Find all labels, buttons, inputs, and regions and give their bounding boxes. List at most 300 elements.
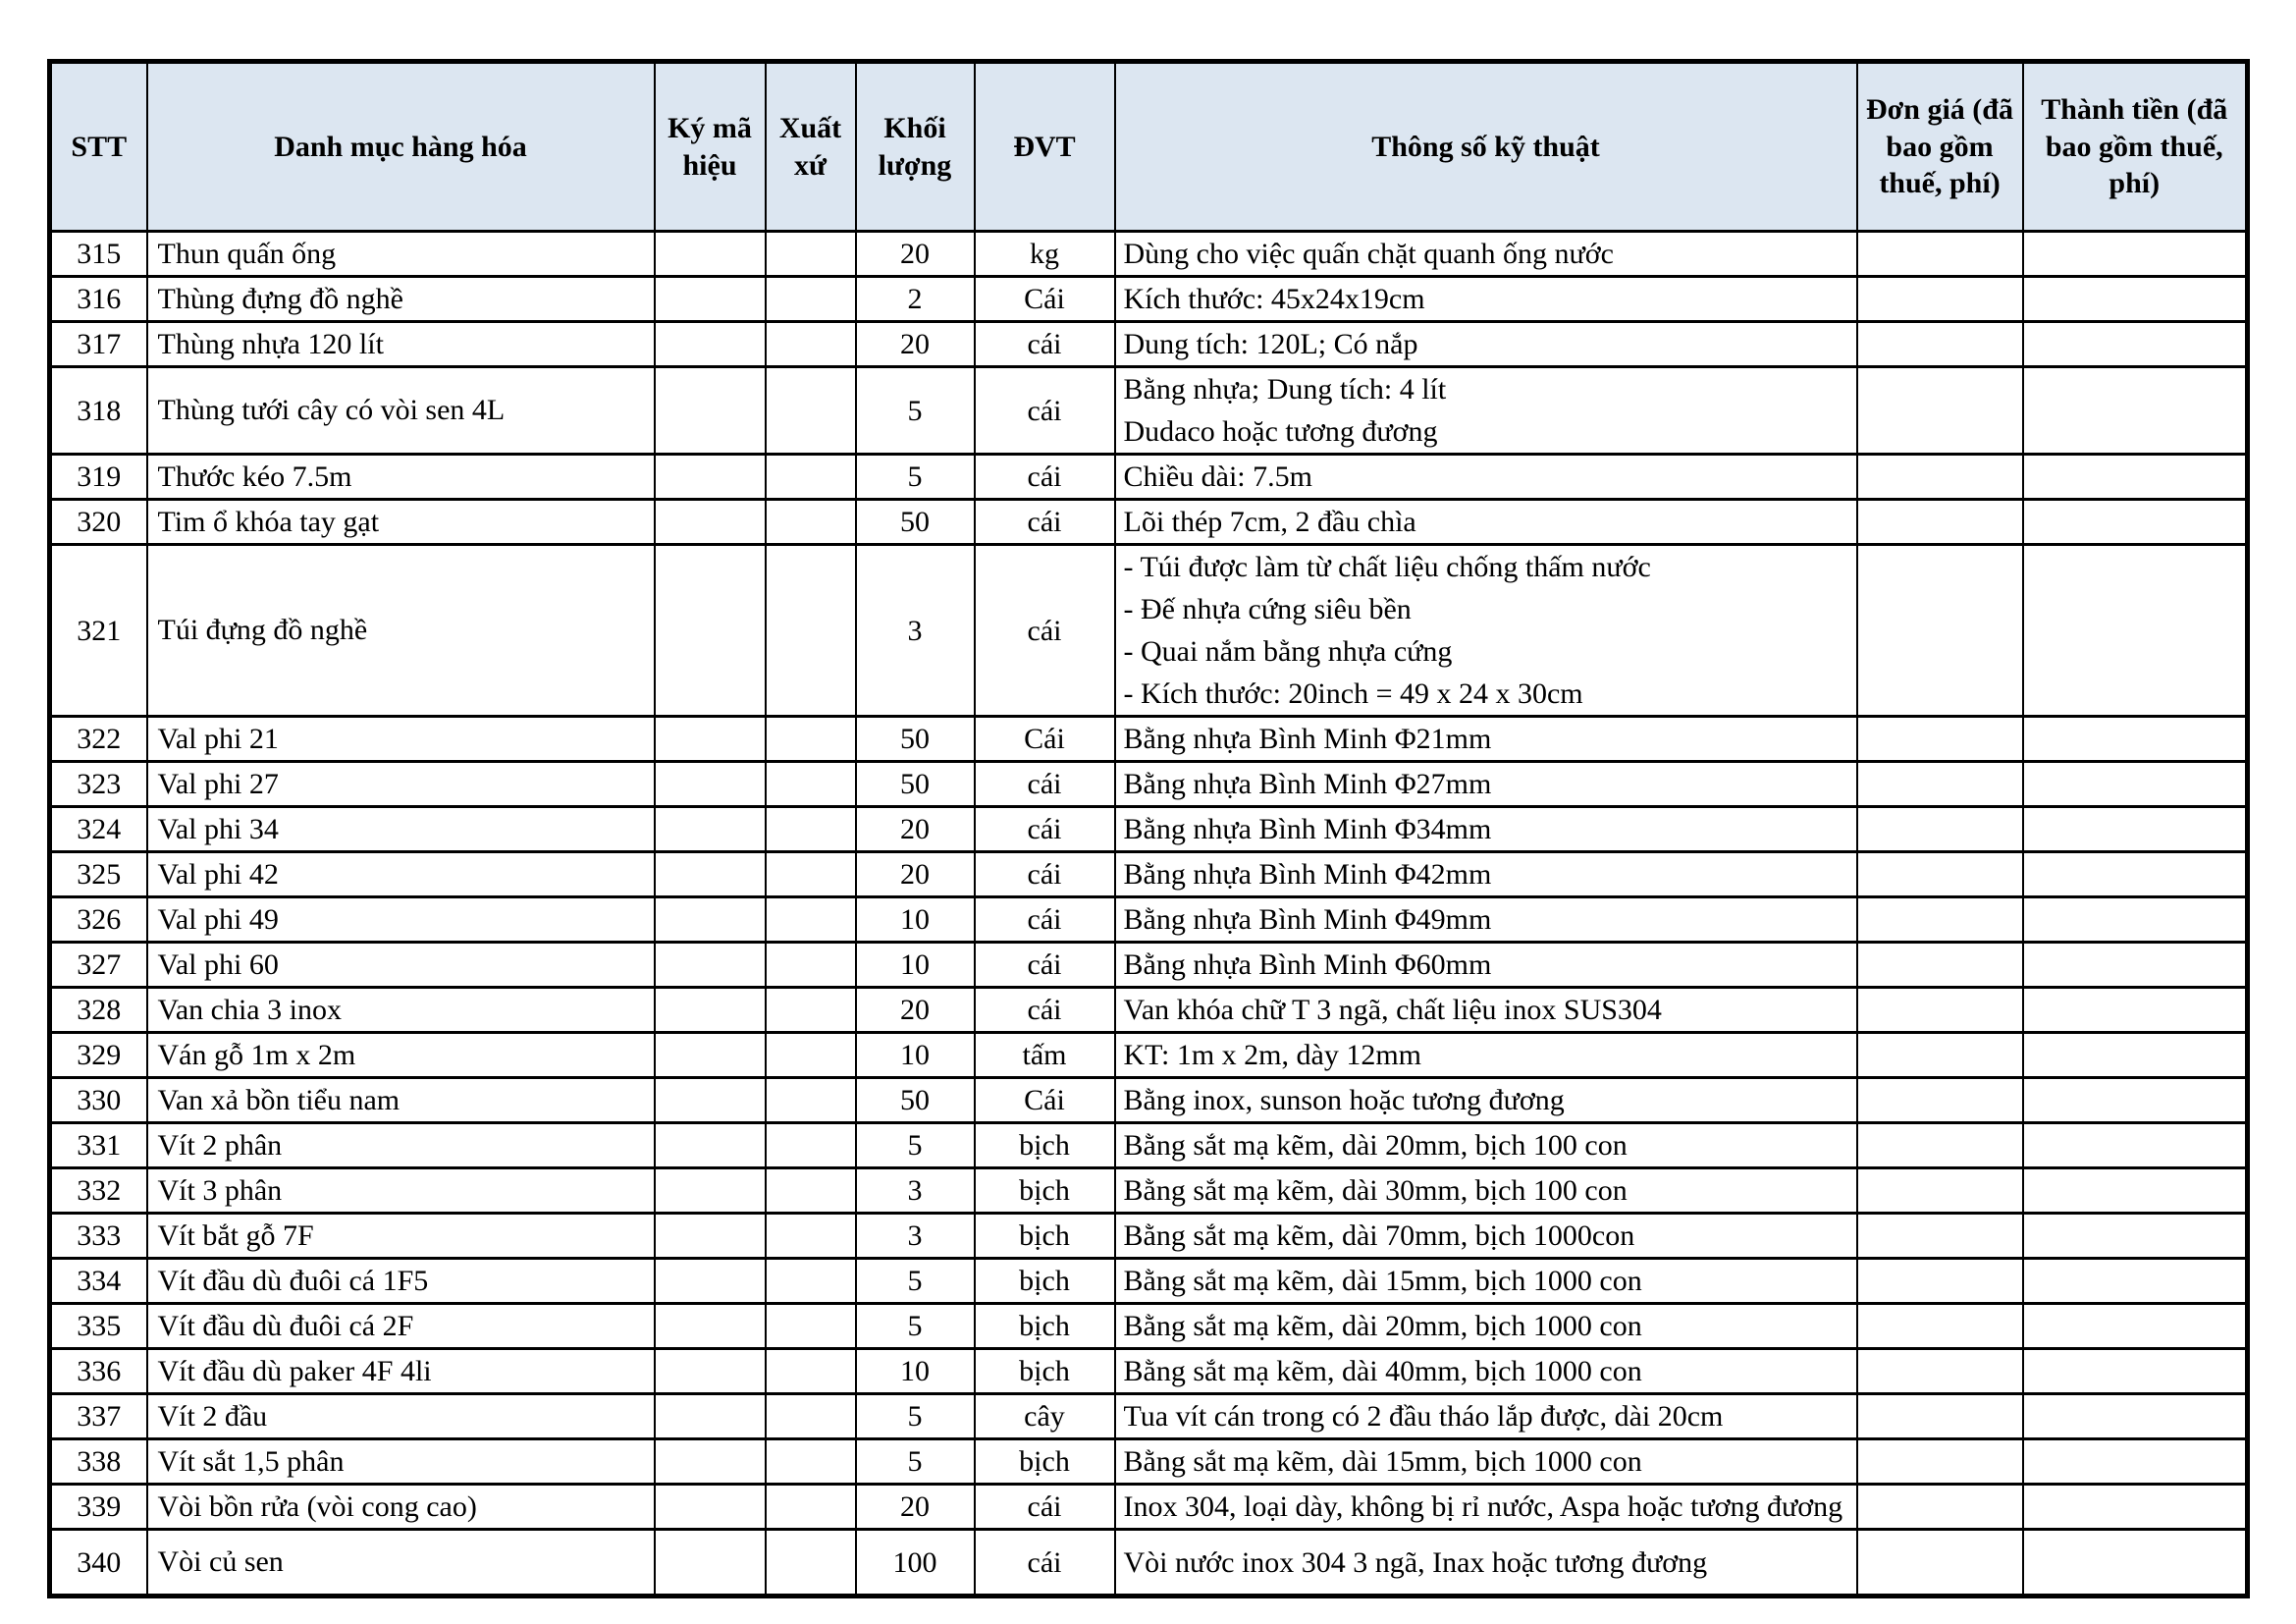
cell-unit: cái (975, 545, 1115, 717)
col-header-quantity: Khối lượng (856, 62, 975, 232)
cell-unit: Cái (975, 277, 1115, 322)
cell-origin (766, 988, 856, 1033)
table-body (50, 232, 2248, 1597)
cell-item-name: Vít bắt gỗ 7F (147, 1214, 655, 1259)
cell-stt: 317 (50, 322, 147, 367)
cell-origin (766, 717, 856, 762)
cell-total (2023, 1485, 2248, 1530)
cell-unit: Cái (975, 717, 1115, 762)
cell-quantity: 20 (856, 1485, 975, 1530)
cell-total (2023, 943, 2248, 988)
cell-item-name: Val phi 34 (147, 807, 655, 852)
spec-line: - Túi được làm từ chất liệu chống thấm nước (1123, 551, 1651, 583)
cell-origin (766, 1078, 856, 1123)
spec-line: Bằng nhựa; Dung tích: 4 lít (1123, 373, 1447, 406)
spec-line: Lõi thép 7cm, 2 đầu chìa (1123, 506, 1416, 538)
cell-total (2023, 1168, 2248, 1214)
cell-unit-price (1857, 762, 2023, 807)
cell-unit: bịch (975, 1349, 1115, 1394)
cell-code (655, 1214, 766, 1259)
cell-spec (1115, 717, 1857, 762)
spec-line: Chiều dài: 7.5m (1123, 460, 1312, 493)
cell-unit: cây (975, 1394, 1115, 1439)
cell-unit: bịch (975, 1123, 1115, 1168)
cell-item-name: Val phi 42 (147, 852, 655, 897)
table-row (50, 545, 2248, 717)
cell-quantity: 20 (856, 322, 975, 367)
cell-item-name: Vít đầu dù paker 4F 4li (147, 1349, 655, 1394)
cell-origin (766, 1214, 856, 1259)
cell-unit-price (1857, 1259, 2023, 1304)
table-row (50, 717, 2248, 762)
cell-code (655, 455, 766, 500)
spec-line: Dùng cho việc quấn chặt quanh ống nước (1123, 238, 1614, 270)
spec-line: Bằng sắt mạ kẽm, dài 20mm, bịch 1000 con (1123, 1310, 1642, 1342)
cell-quantity: 2 (856, 277, 975, 322)
cell-total (2023, 455, 2248, 500)
cell-item-name: Thùng tưới cây có vòi sen 4L (147, 367, 655, 455)
spec-line: Bằng sắt mạ kẽm, dài 40mm, bịch 1000 con (1123, 1355, 1642, 1387)
cell-code (655, 277, 766, 322)
cell-unit-price (1857, 988, 2023, 1033)
cell-unit: cái (975, 943, 1115, 988)
cell-unit-price (1857, 897, 2023, 943)
cell-code (655, 545, 766, 717)
cell-code (655, 322, 766, 367)
table-row (50, 988, 2248, 1033)
cell-unit-price (1857, 1485, 2023, 1530)
cell-item-name: Vòi bồn rửa (vòi cong cao) (147, 1485, 655, 1530)
cell-quantity: 20 (856, 807, 975, 852)
cell-spec (1115, 545, 1857, 717)
cell-item-name: Vít đầu dù đuôi cá 1F5 (147, 1259, 655, 1304)
cell-total (2023, 1078, 2248, 1123)
cell-total (2023, 1349, 2248, 1394)
spec-line: Bằng nhựa Bình Minh Φ49mm (1123, 903, 1492, 936)
cell-code (655, 1439, 766, 1485)
cell-total (2023, 1259, 2248, 1304)
table-row (50, 1168, 2248, 1214)
cell-spec (1115, 322, 1857, 367)
cell-code (655, 1349, 766, 1394)
cell-origin (766, 1439, 856, 1485)
cell-origin (766, 1530, 856, 1597)
cell-stt: 318 (50, 367, 147, 455)
cell-stt: 320 (50, 500, 147, 545)
table-row (50, 1304, 2248, 1349)
cell-item-name: Val phi 27 (147, 762, 655, 807)
cell-spec (1115, 277, 1857, 322)
cell-item-name: Vít 3 phân (147, 1168, 655, 1214)
cell-code (655, 1123, 766, 1168)
cell-stt: 331 (50, 1123, 147, 1168)
cell-spec (1115, 1530, 1857, 1597)
spec-line: Bằng sắt mạ kẽm, dài 15mm, bịch 1000 con (1123, 1265, 1642, 1297)
table-row (50, 807, 2248, 852)
cell-quantity: 5 (856, 1394, 975, 1439)
cell-total (2023, 1123, 2248, 1168)
table-row (50, 1214, 2248, 1259)
table-row (50, 455, 2248, 500)
cell-unit-price (1857, 1214, 2023, 1259)
cell-quantity: 5 (856, 367, 975, 455)
cell-total (2023, 1214, 2248, 1259)
cell-code (655, 1033, 766, 1078)
cell-unit: bịch (975, 1214, 1115, 1259)
cell-item-name: Val phi 21 (147, 717, 655, 762)
cell-origin (766, 1259, 856, 1304)
document-sheet (47, 59, 2250, 1598)
cell-origin (766, 455, 856, 500)
cell-quantity: 10 (856, 1033, 975, 1078)
cell-quantity: 50 (856, 1078, 975, 1123)
col-header-unit: ĐVT (975, 62, 1115, 232)
cell-stt: 324 (50, 807, 147, 852)
cell-quantity: 3 (856, 545, 975, 717)
cell-spec (1115, 1259, 1857, 1304)
cell-unit: kg (975, 232, 1115, 277)
cell-code (655, 807, 766, 852)
cell-code (655, 367, 766, 455)
cell-unit-price (1857, 1168, 2023, 1214)
cell-unit-price (1857, 232, 2023, 277)
cell-code (655, 1168, 766, 1214)
spec-line: Bằng sắt mạ kẽm, dài 15mm, bịch 1000 con (1123, 1445, 1642, 1478)
cell-quantity: 20 (856, 852, 975, 897)
cell-item-name: Val phi 49 (147, 897, 655, 943)
cell-spec (1115, 943, 1857, 988)
cell-total (2023, 367, 2248, 455)
spec-line: Bằng nhựa Bình Minh Φ21mm (1123, 723, 1492, 755)
cell-stt: 322 (50, 717, 147, 762)
cell-quantity: 50 (856, 717, 975, 762)
cell-unit-price (1857, 807, 2023, 852)
cell-code (655, 1485, 766, 1530)
cell-unit: cái (975, 500, 1115, 545)
cell-spec (1115, 232, 1857, 277)
cell-spec (1115, 500, 1857, 545)
spec-line: Bằng nhựa Bình Minh Φ34mm (1123, 813, 1492, 845)
col-header-code: Ký mã hiệu (655, 62, 766, 232)
cell-quantity: 5 (856, 1259, 975, 1304)
cell-unit: cái (975, 897, 1115, 943)
cell-unit: cái (975, 807, 1115, 852)
cell-unit-price (1857, 277, 2023, 322)
cell-item-name: Vít 2 phân (147, 1123, 655, 1168)
table-header (50, 62, 2248, 232)
cell-spec (1115, 1123, 1857, 1168)
cell-item-name: Van chia 3 inox (147, 988, 655, 1033)
cell-stt: 339 (50, 1485, 147, 1530)
cell-stt: 325 (50, 852, 147, 897)
cell-total (2023, 1033, 2248, 1078)
spec-line: - Quai nắm bằng nhựa cứng (1123, 635, 1453, 668)
cell-unit-price (1857, 322, 2023, 367)
cell-unit-price (1857, 943, 2023, 988)
cell-total (2023, 500, 2248, 545)
cell-item-name: Thùng đựng đồ nghề (147, 277, 655, 322)
cell-origin (766, 943, 856, 988)
cell-code (655, 852, 766, 897)
spec-line: Bằng nhựa Bình Minh Φ42mm (1123, 858, 1492, 891)
cell-origin (766, 1304, 856, 1349)
cell-unit: Cái (975, 1078, 1115, 1123)
cell-stt: 323 (50, 762, 147, 807)
cell-origin (766, 232, 856, 277)
cell-spec (1115, 897, 1857, 943)
cell-code (655, 1304, 766, 1349)
cell-item-name: Val phi 60 (147, 943, 655, 988)
cell-origin (766, 1168, 856, 1214)
spec-line: KT: 1m x 2m, dày 12mm (1123, 1039, 1421, 1071)
cell-spec (1115, 1485, 1857, 1530)
cell-unit-price (1857, 852, 2023, 897)
cell-unit: bịch (975, 1259, 1115, 1304)
cell-unit-price (1857, 455, 2023, 500)
cell-total (2023, 232, 2248, 277)
cell-quantity: 5 (856, 1123, 975, 1168)
table-row (50, 943, 2248, 988)
cell-unit: cái (975, 762, 1115, 807)
spec-line: Bằng sắt mạ kẽm, dài 30mm, bịch 100 con (1123, 1174, 1628, 1207)
cell-total (2023, 1530, 2248, 1597)
cell-stt: 315 (50, 232, 147, 277)
cell-origin (766, 545, 856, 717)
cell-quantity: 20 (856, 232, 975, 277)
cell-code (655, 500, 766, 545)
cell-total (2023, 762, 2248, 807)
table-row (50, 500, 2248, 545)
cell-stt: 334 (50, 1259, 147, 1304)
cell-unit-price (1857, 1394, 2023, 1439)
cell-quantity: 20 (856, 988, 975, 1033)
cell-origin (766, 500, 856, 545)
spec-line: - Đế nhựa cứng siêu bền (1123, 593, 1412, 625)
cell-spec (1115, 852, 1857, 897)
cell-unit: cái (975, 455, 1115, 500)
cell-stt: 333 (50, 1214, 147, 1259)
cell-stt: 326 (50, 897, 147, 943)
cell-unit-price (1857, 1078, 2023, 1123)
cell-code (655, 762, 766, 807)
cell-quantity: 50 (856, 500, 975, 545)
header-row (50, 62, 2248, 232)
cell-quantity: 10 (856, 897, 975, 943)
cell-spec (1115, 1394, 1857, 1439)
cell-stt: 328 (50, 988, 147, 1033)
cell-unit: cái (975, 1530, 1115, 1597)
cell-origin (766, 1485, 856, 1530)
cell-origin (766, 897, 856, 943)
cell-item-name: Thước kéo 7.5m (147, 455, 655, 500)
cell-spec (1115, 1349, 1857, 1394)
table-row (50, 762, 2248, 807)
cell-item-name: Thun quấn ống (147, 232, 655, 277)
cell-origin (766, 762, 856, 807)
cell-unit-price (1857, 1530, 2023, 1597)
table-row (50, 1530, 2248, 1597)
cell-unit-price (1857, 500, 2023, 545)
cell-unit: cái (975, 367, 1115, 455)
cell-item-name: Vòi củ sen (147, 1530, 655, 1597)
spec-line: Dung tích: 120L; Có nắp (1123, 328, 1418, 360)
cell-origin (766, 852, 856, 897)
cell-unit-price (1857, 1304, 2023, 1349)
cell-unit: bịch (975, 1439, 1115, 1485)
cell-item-name: Thùng nhựa 120 lít (147, 322, 655, 367)
cell-unit: cái (975, 852, 1115, 897)
cell-stt: 319 (50, 455, 147, 500)
cell-code (655, 988, 766, 1033)
table-row (50, 1123, 2248, 1168)
cell-item-name: Túi đựng đồ nghề (147, 545, 655, 717)
cell-unit-price (1857, 1123, 2023, 1168)
cell-total (2023, 545, 2248, 717)
table-row (50, 852, 2248, 897)
cell-item-name: Van xả bồn tiểu nam (147, 1078, 655, 1123)
table-row (50, 1485, 2248, 1530)
spec-line: Van khóa chữ T 3 ngã, chất liệu inox SUS304 (1123, 994, 1662, 1026)
cell-total (2023, 852, 2248, 897)
table-row (50, 1078, 2248, 1123)
cell-stt: 316 (50, 277, 147, 322)
cell-stt: 332 (50, 1168, 147, 1214)
col-header-origin: Xuất xứ (766, 62, 856, 232)
cell-spec (1115, 1304, 1857, 1349)
cell-item-name: Vít sắt 1,5 phân (147, 1439, 655, 1485)
cell-spec (1115, 455, 1857, 500)
spec-line: - Kích thước: 20inch = 49 x 24 x 30cm (1123, 677, 1583, 710)
cell-total (2023, 1394, 2248, 1439)
spec-line: Tua vít cán trong có 2 đầu tháo lắp được, dài 20cm (1123, 1400, 1724, 1433)
cell-quantity: 10 (856, 1349, 975, 1394)
cell-stt: 329 (50, 1033, 147, 1078)
table-row (50, 1033, 2248, 1078)
cell-origin (766, 1123, 856, 1168)
cell-item-name: Ván gỗ 1m x 2m (147, 1033, 655, 1078)
spec-line: Bằng sắt mạ kẽm, dài 20mm, bịch 100 con (1123, 1129, 1628, 1162)
cell-total (2023, 322, 2248, 367)
cell-origin (766, 1349, 856, 1394)
cell-quantity: 3 (856, 1214, 975, 1259)
cell-stt: 338 (50, 1439, 147, 1485)
cell-quantity: 10 (856, 943, 975, 988)
spec-line: Dudaco hoặc tương đương (1123, 415, 1438, 448)
cell-item-name: Tim ổ khóa tay gạt (147, 500, 655, 545)
cell-quantity: 3 (856, 1168, 975, 1214)
cell-code (655, 1394, 766, 1439)
cell-item-name: Vít 2 đầu (147, 1394, 655, 1439)
cell-spec (1115, 367, 1857, 455)
cell-spec (1115, 1078, 1857, 1123)
cell-spec (1115, 807, 1857, 852)
spec-line: Vòi nước inox 304 3 ngã, Inax hoặc tương đương (1123, 1545, 1708, 1579)
cell-quantity: 100 (856, 1530, 975, 1597)
cell-unit: cái (975, 322, 1115, 367)
table-row (50, 1259, 2248, 1304)
cell-unit-price (1857, 367, 2023, 455)
cell-unit-price (1857, 1033, 2023, 1078)
cell-stt: 336 (50, 1349, 147, 1394)
col-header-spec: Thông số kỹ thuật (1115, 62, 1857, 232)
table-row (50, 277, 2248, 322)
col-header-item-name: Danh mục hàng hóa (147, 62, 655, 232)
cell-total (2023, 1439, 2248, 1485)
spec-line: Inox 304, loại dày, không bị rỉ nước, Aspa hoặc tương đương (1123, 1490, 1843, 1523)
cell-unit-price (1857, 1349, 2023, 1394)
cell-stt: 337 (50, 1394, 147, 1439)
cell-code (655, 1530, 766, 1597)
table-row (50, 1394, 2248, 1439)
spec-line: Bằng inox, sunson hoặc tương đương (1123, 1084, 1565, 1116)
cell-stt: 327 (50, 943, 147, 988)
cell-stt: 335 (50, 1304, 147, 1349)
cell-origin (766, 367, 856, 455)
table-row (50, 1439, 2248, 1485)
spec-line: Bằng nhựa Bình Minh Φ60mm (1123, 948, 1492, 981)
cell-item-name: Vít đầu dù đuôi cá 2F (147, 1304, 655, 1349)
cell-total (2023, 897, 2248, 943)
table-row (50, 897, 2248, 943)
table-row (50, 322, 2248, 367)
cell-code (655, 1259, 766, 1304)
cell-total (2023, 807, 2248, 852)
col-header-total: Thành tiền (đã bao gồm thuế, phí) (2023, 62, 2248, 232)
cell-origin (766, 807, 856, 852)
cell-unit-price (1857, 1439, 2023, 1485)
cell-unit: tấm (975, 1033, 1115, 1078)
cell-spec (1115, 988, 1857, 1033)
col-header-unit-price: Đơn giá (đã bao gồm thuế, phí) (1857, 62, 2023, 232)
spec-line: Bằng nhựa Bình Minh Φ27mm (1123, 768, 1492, 800)
cell-code (655, 897, 766, 943)
cell-code (655, 1078, 766, 1123)
cell-code (655, 717, 766, 762)
cell-origin (766, 277, 856, 322)
cell-stt: 330 (50, 1078, 147, 1123)
goods-list-table (47, 59, 2250, 1598)
cell-origin (766, 1033, 856, 1078)
cell-quantity: 5 (856, 1304, 975, 1349)
cell-spec (1115, 1214, 1857, 1259)
table-row (50, 232, 2248, 277)
cell-stt: 321 (50, 545, 147, 717)
cell-quantity: 5 (856, 1439, 975, 1485)
table-row (50, 367, 2248, 455)
cell-total (2023, 277, 2248, 322)
cell-spec (1115, 1439, 1857, 1485)
cell-quantity: 5 (856, 455, 975, 500)
cell-origin (766, 322, 856, 367)
cell-spec (1115, 762, 1857, 807)
cell-quantity: 50 (856, 762, 975, 807)
cell-code (655, 232, 766, 277)
cell-unit: bịch (975, 1168, 1115, 1214)
cell-spec (1115, 1033, 1857, 1078)
cell-unit-price (1857, 545, 2023, 717)
cell-unit: cái (975, 988, 1115, 1033)
spec-line: Kích thước: 45x24x19cm (1123, 283, 1425, 315)
cell-total (2023, 717, 2248, 762)
cell-spec (1115, 1168, 1857, 1214)
cell-unit: cái (975, 1485, 1115, 1530)
cell-stt: 340 (50, 1530, 147, 1597)
cell-origin (766, 1394, 856, 1439)
cell-total (2023, 1304, 2248, 1349)
spec-line: Bằng sắt mạ kẽm, dài 70mm, bịch 1000con (1123, 1219, 1635, 1252)
cell-unit-price (1857, 717, 2023, 762)
cell-total (2023, 988, 2248, 1033)
